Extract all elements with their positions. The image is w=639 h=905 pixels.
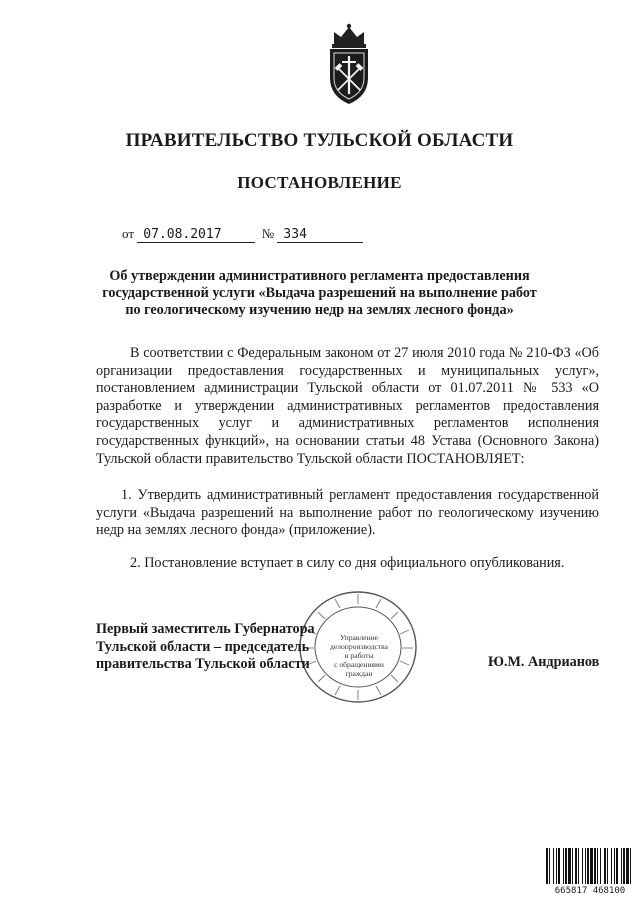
title-line: государственной услуги «Выдача разрешений на выполнение работ [102, 285, 537, 301]
stamp-line: с обращениями [334, 660, 384, 669]
stamp-line: граждан [345, 669, 373, 678]
signatory-line: правительства Тульской области [96, 656, 310, 673]
government-heading: ПРАВИТЕЛЬСТВО ТУЛЬСКОЙ ОБЛАСТИ [125, 130, 514, 151]
stamp-line: Управление [339, 633, 379, 642]
document-type-heading: ПОСТАНОВЛЕНИЕ [237, 173, 402, 192]
barcode-number: 665817 468100 [554, 886, 626, 896]
document-title [0, 268, 639, 319]
title-line: по геологическому изучению недр на землях лесного фонда» [125, 302, 514, 318]
title-line: Об утверждении административного регламента предоставления [109, 268, 530, 284]
tula-coat-of-arms-icon [316, 22, 382, 106]
body-paragraph-preamble: В соответствии с Федеральным законом от 27 июля 2010 года № 210-ФЗ «Об организации предоставления государственных и муниципальных услуг», постановлением администрации Тульской области от 01.07.2011 № 533 «О разработке и утверждении административных регламентов предоставления государственных услуг и административных регламентов исполнения государственных функций», на основании статьи 48 Устава (Основного Закона) Тульской области правительство Тульской области ПОСТАНОВЛЯЕТ: [96, 345, 599, 467]
document-date: 07.08.2017 [137, 227, 255, 243]
date-prefix: от [122, 226, 135, 241]
stamp-line: делопроизводства [329, 642, 389, 651]
document-number: 334 [277, 227, 363, 243]
date-number-line [122, 226, 363, 243]
body-paragraph-item-1: 1. Утвердить административный регламент предоставления государственной услуги «Выдача разрешений на выполнение работ по геологическому изучению недр на землях лесного фонда» (приложение). [96, 487, 599, 539]
body-paragraph-item-2: 2. Постановление вступает в силу со дня официального опубликования. [130, 555, 565, 571]
signatory-name: Ю.М. Андрианов [488, 654, 600, 670]
barcode-icon [545, 848, 633, 884]
stamp-text [315, 633, 403, 678]
signatory-position [96, 621, 315, 674]
signatory-line: Тульской области – председатель [96, 638, 310, 655]
stamp-line: и работы [344, 651, 374, 660]
number-prefix: № [261, 226, 275, 241]
signatory-line: Первый заместитель Губернатора [96, 621, 315, 637]
